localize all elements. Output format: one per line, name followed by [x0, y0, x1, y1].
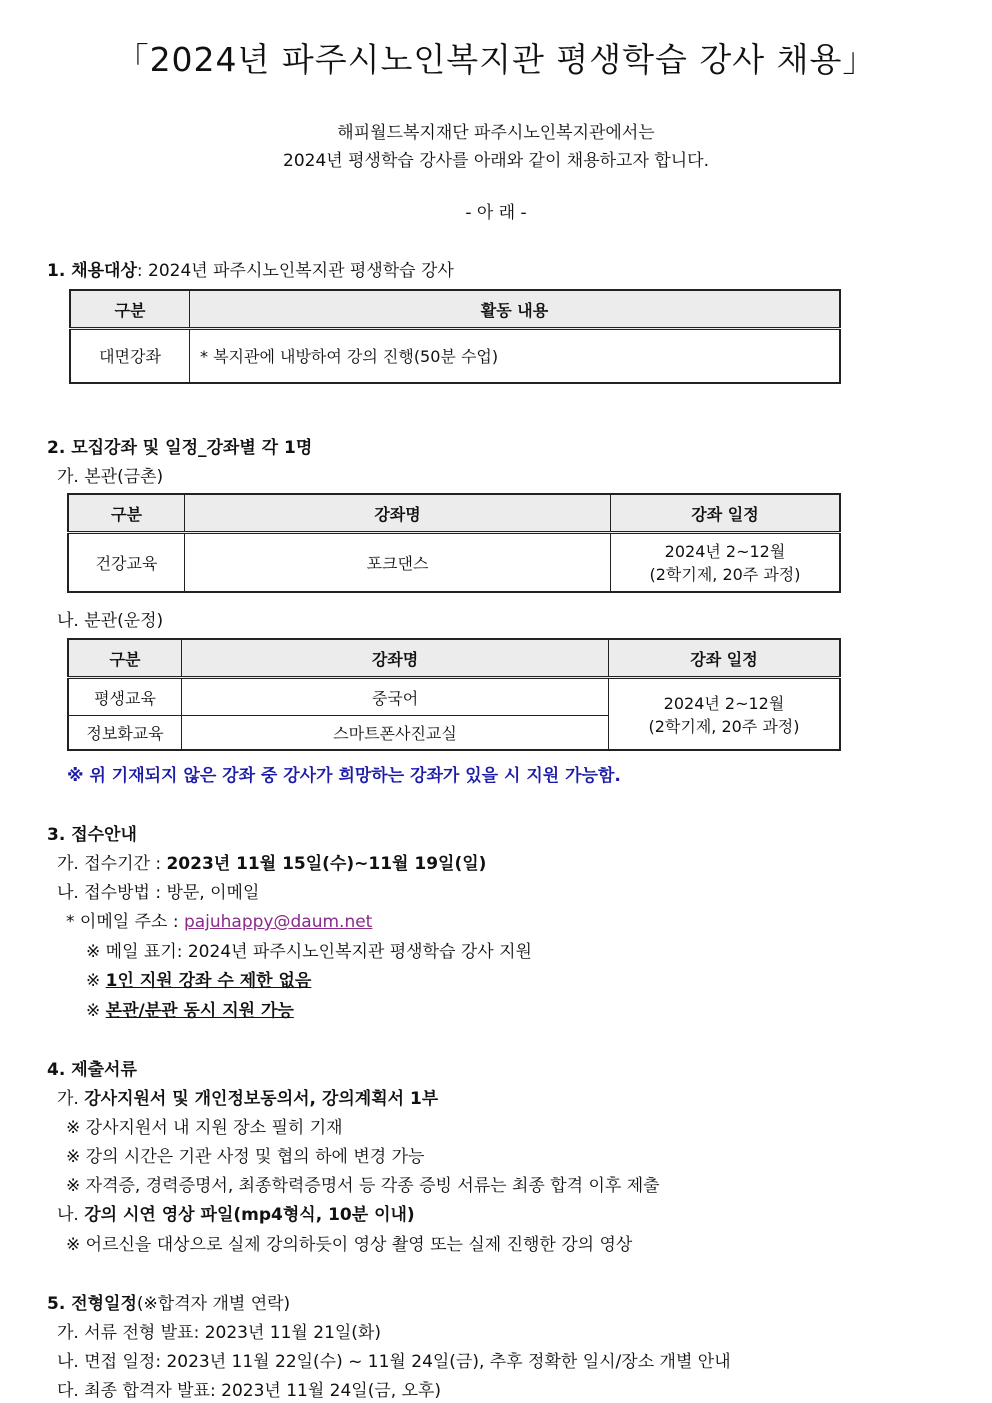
- application-period-value: 2023년 11월 15일(수)~11월 19일(일): [166, 854, 487, 874]
- documents-a-text: 강사지원서 및 개인정보동의서, 강의계획서 1부: [84, 1089, 439, 1109]
- target-table-header-category: 구분: [70, 290, 190, 329]
- schedule-final-result: 다. 최종 합격자 발표: 2023년 11월 24일(금, 오후): [57, 1381, 442, 1401]
- main-branch-header-course: 강좌명: [185, 494, 611, 533]
- branch-header-category: 구분: [68, 639, 182, 678]
- section-1: [47, 256, 454, 281]
- main-branch-schedule-line-2: (2학기제, 20주 과정): [649, 565, 801, 585]
- email-subject-note: ※ 메일 표기: 2024년 파주시노인복지관 평생학습 강사 지원: [86, 942, 532, 962]
- branch-table: [67, 638, 841, 751]
- main-branch-schedule-line-1: 2024년 2~12월: [664, 542, 786, 562]
- documents-a-note-2: ※ 강의 시간은 기관 사정 및 협의 하에 변경 가능: [66, 1147, 425, 1167]
- main-branch-cell-schedule: [611, 533, 841, 592]
- documents-a: [57, 1084, 438, 1109]
- documents-b: [57, 1200, 415, 1225]
- branch-cell-category-2: 정보화교육: [68, 716, 182, 750]
- section-5-heading-note: (※합격자 개별 연락): [136, 1294, 291, 1314]
- application-method: 나. 접수방법 : 방문, 이메일: [57, 883, 260, 903]
- schedule-interview: 나. 면접 일정: 2023년 11월 22일(수) ~ 11월 24일(금), 추후 정확한 일시/장소 개별 안내: [57, 1352, 731, 1372]
- section-5-heading: 5. 전형일정: [47, 1294, 137, 1314]
- branch-cell-category-1: 평생교육: [68, 678, 182, 716]
- no-limit-note: [86, 966, 311, 991]
- documents-b-mark: 나.: [57, 1205, 85, 1225]
- no-limit-note-text: 1인 지원 강좌 수 제한 없음: [105, 971, 312, 991]
- main-branch-header-category: 구분: [68, 494, 185, 533]
- section-1-heading: 1. 채용대상: [47, 261, 137, 281]
- email-label: * 이메일 주소 :: [66, 912, 184, 932]
- section-5: [47, 1289, 290, 1314]
- section-1-text: : 2024년 파주시노인복지관 평생학습 강사: [136, 261, 454, 281]
- branch-schedule-line-1: 2024년 2~12월: [663, 693, 785, 713]
- no-limit-note-mark: ※: [86, 971, 106, 991]
- documents-a-mark: 가.: [57, 1089, 85, 1109]
- page-title: 「2024년 파주시노인복지관 평생학습 강사 채용」: [115, 40, 877, 79]
- section-4-heading: 4. 제출서류: [47, 1060, 137, 1080]
- main-branch-cell-course: 포크댄스: [185, 533, 611, 592]
- main-branch-cell-category: 건강교육: [68, 533, 185, 592]
- branch-schedule-line-2: (2학기제, 20주 과정): [648, 716, 800, 736]
- email-link[interactable]: pajuhappy@daum.net: [183, 912, 373, 932]
- application-period-label: 가. 접수기간 :: [57, 854, 167, 874]
- intro-below-marker: - 아 래 -: [465, 203, 527, 223]
- email-row: [66, 907, 372, 932]
- branch-header-schedule: 강좌 일정: [609, 639, 841, 678]
- dual-apply-note-text: 본관/분관 동시 지원 가능: [105, 1001, 294, 1021]
- branch-cell-schedule: [609, 678, 841, 750]
- intro-line-1: 해피월드복지재단 파주시노인복지관에서는: [337, 123, 655, 143]
- documents-a-note-3: ※ 자격증, 경력증명서, 최종학력증명서 등 각종 증빙 서류는 최종 합격 이후 제출: [66, 1176, 660, 1196]
- schedule-document-result: 가. 서류 전형 발표: 2023년 11월 21일(화): [57, 1323, 381, 1343]
- dual-apply-note-mark: ※: [86, 1001, 106, 1021]
- target-table-cell-activity: * 복지관에 내방하여 강의 진행(50분 수업): [190, 329, 841, 383]
- main-branch-table: [67, 493, 841, 593]
- documents-b-text: 강의 시연 영상 파일(mp4형식, 10분 이내): [84, 1205, 415, 1225]
- section-3-heading: 3. 접수안내: [47, 825, 137, 845]
- application-period: [57, 849, 486, 874]
- documents-b-note-1: ※ 어르신을 대상으로 실제 강의하듯이 영상 촬영 또는 실제 진행한 강의 영상: [66, 1235, 633, 1255]
- main-branch-header-schedule: 강좌 일정: [611, 494, 841, 533]
- section-2-note: ※ 위 기재되지 않은 강좌 중 강사가 희망하는 강좌가 있을 시 지원 가능함.: [67, 766, 621, 786]
- branch-cell-course-1: 중국어: [182, 678, 609, 716]
- target-table: [69, 289, 841, 384]
- target-table-header-activity: 활동 내용: [190, 290, 841, 329]
- target-table-cell-category: 대면강좌: [70, 329, 190, 383]
- dual-apply-note: [86, 996, 294, 1021]
- branch-cell-course-2: 스마트폰사진교실: [182, 716, 609, 750]
- section-2-a-label: 가. 본관(금촌): [57, 467, 164, 487]
- branch-header-course: 강좌명: [182, 639, 609, 678]
- section-2-b-label: 나. 분관(운정): [57, 611, 164, 631]
- intro-line-2: 2024년 평생학습 강사를 아래와 같이 채용하고자 합니다.: [283, 151, 709, 171]
- section-2-heading: 2. 모집강좌 및 일정_강좌별 각 1명: [47, 438, 313, 458]
- documents-a-note-1: ※ 강사지원서 내 지원 장소 필히 기재: [66, 1118, 343, 1138]
